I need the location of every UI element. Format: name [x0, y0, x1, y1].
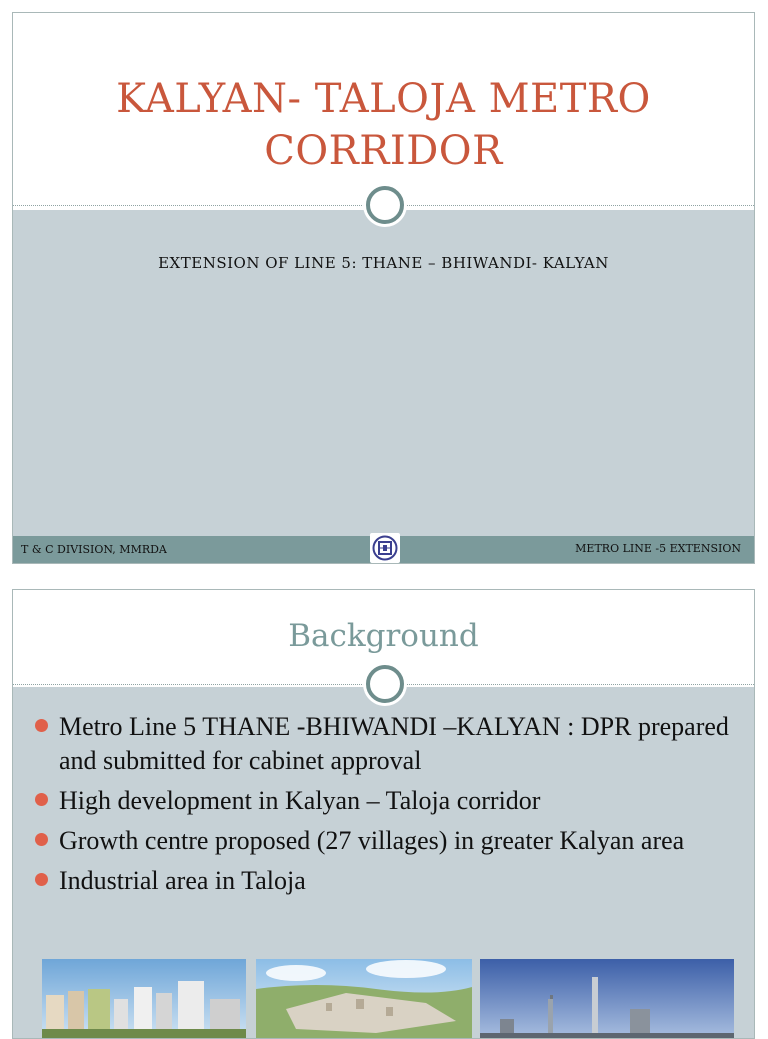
- bullet-item: High development in Kalyan – Taloja corridor: [35, 784, 734, 818]
- bullet-item: Metro Line 5 THANE -BHIWANDI –KALYAN : DPR prepared and submitted for cabinet approval: [35, 710, 734, 778]
- title-band: [13, 13, 754, 210]
- mmrda-logo: [370, 533, 400, 563]
- bullet-item: Industrial area in Taloja: [35, 864, 734, 898]
- slide-title: Background: [288, 618, 479, 654]
- title-slide: [12, 12, 755, 564]
- industrial-plant-photo: [480, 959, 734, 1039]
- bullet-dot-icon: [35, 833, 48, 846]
- footer-left-text: T & C DIVISION, MMRDA: [21, 543, 167, 556]
- aerial-city-photo: [256, 959, 472, 1039]
- residential-towers-photo: [42, 959, 246, 1039]
- footer-right-text: METRO LINE -5 EXTENSION: [575, 542, 741, 555]
- slide-footer: [13, 536, 754, 563]
- bullet-dot-icon: [35, 793, 48, 806]
- slide-title: KALYAN- TALOJA METRO CORRIDOR: [116, 76, 651, 174]
- divider-ring-icon: [366, 186, 404, 224]
- slide-subtitle: EXTENSION OF LINE 5: THANE – BHIWANDI- KALYAN: [158, 254, 609, 272]
- divider-ring-icon: [366, 665, 404, 703]
- bullet-item: Growth centre proposed (27 villages) in greater Kalyan area: [35, 824, 734, 858]
- bullet-dot-icon: [35, 719, 48, 732]
- bullet-dot-icon: [35, 873, 48, 886]
- bullet-list: [35, 710, 734, 904]
- background-slide: [12, 589, 755, 1039]
